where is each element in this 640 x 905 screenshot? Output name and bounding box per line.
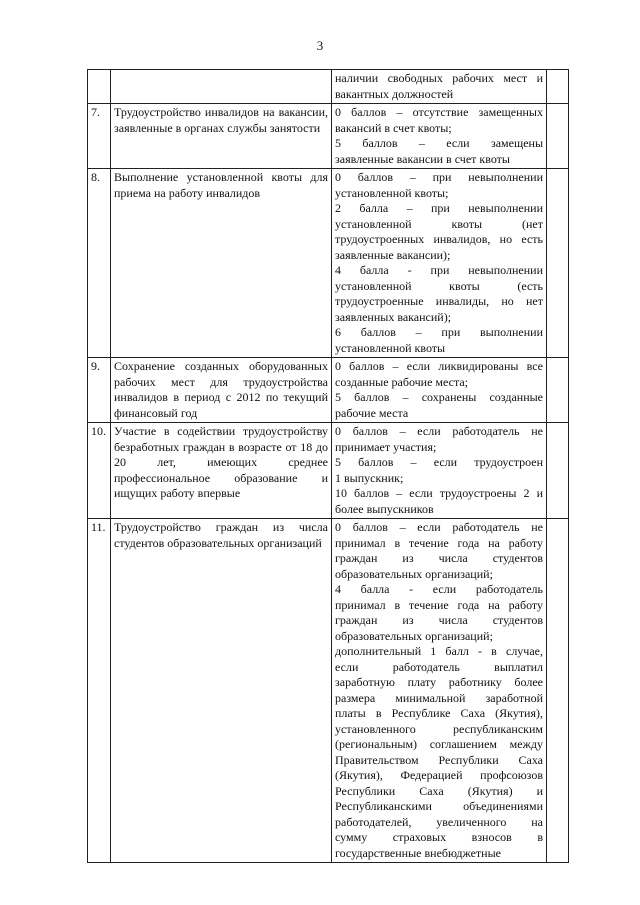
score-line: принимал в течение года на работу	[335, 535, 543, 550]
score-line: (Якутия), Федерацией профсоюзов	[335, 768, 543, 782]
score-line: 6 баллов – при выполнении	[335, 325, 543, 339]
score-cell	[332, 104, 547, 169]
score-line: трудоустроенных инвалидов, но есть	[335, 232, 543, 246]
score-line: установленной квоты (есть	[335, 278, 543, 293]
score-line: 0 баллов – если работодатель не	[335, 424, 543, 438]
score-cell	[332, 519, 547, 863]
row-number-cell: 11.	[88, 519, 111, 863]
table-row	[88, 70, 569, 104]
score-line: 0 баллов – при невыполнении	[335, 170, 543, 184]
score-line: государственные внебюджетные	[335, 845, 501, 860]
criteria-table	[87, 69, 569, 863]
row-number-cell	[88, 70, 111, 104]
score-line: заявленные вакансии);	[335, 247, 451, 262]
score-line: принимал в течение года на работу	[335, 597, 543, 612]
score-line: вакансий в счет квоты;	[335, 120, 452, 135]
score-line: платы в Республике Саха (Якутия),	[335, 706, 543, 720]
row-number-cell: 9.	[88, 358, 111, 423]
table-row	[88, 169, 569, 358]
score-line: Республики Саха (Якутия) и	[335, 783, 543, 798]
score-line: 5 баллов – если замещены	[335, 136, 543, 150]
score-line: граждан из числа студентов	[335, 551, 543, 565]
criterion-name-cell: Сохранение созданных оборудованных рабочих мест для трудоустройства инвалидов в период с 2012 по текущий финансовый год	[111, 358, 332, 423]
score-line: 10 баллов – если трудоустроены 2 и	[335, 486, 543, 500]
criterion-name-cell: Трудоустройство инвалидов на вакансии, заявленные в органах службы занятости	[111, 104, 332, 169]
empty-cell	[547, 358, 569, 423]
score-line: принимает участия;	[335, 439, 437, 454]
score-line: 4 балла - при невыполнении	[335, 263, 543, 277]
score-line: если работодатель выплатил	[335, 659, 543, 674]
score-line: трудоустроенные инвалиды, но нет	[335, 294, 543, 308]
score-line: установленной квоты;	[335, 185, 449, 200]
score-line: более выпускников	[335, 501, 434, 516]
criterion-name-cell	[111, 70, 332, 104]
score-line: работодателей, увеличенного на	[335, 814, 543, 829]
score-line: сумму страховых взносов в	[335, 830, 543, 844]
table-row	[88, 358, 569, 423]
score-line: 0 баллов – отсутствие замещенных	[335, 105, 543, 119]
score-cell	[332, 169, 547, 358]
score-line: образовательных организаций;	[335, 628, 493, 643]
empty-cell	[547, 169, 569, 358]
row-number-cell: 7.	[88, 104, 111, 169]
empty-cell	[547, 423, 569, 519]
score-line: граждан из числа студентов	[335, 613, 543, 627]
score-line: наличии свободных рабочих мест и	[335, 71, 543, 85]
row-number-cell: 8.	[88, 169, 111, 358]
score-cell	[332, 70, 547, 104]
score-line: установленного республиканским	[335, 721, 543, 736]
score-line: (региональным) соглашением между	[335, 737, 543, 751]
score-line: вакантных должностей	[335, 86, 454, 101]
page-number: 3	[316, 38, 324, 53]
score-line: образовательных организаций;	[335, 566, 493, 581]
score-line: заявленных вакансий);	[335, 309, 452, 324]
score-line: установленной квоты	[335, 340, 446, 355]
score-line: заработную плату работнику более	[335, 675, 543, 689]
empty-cell	[547, 519, 569, 863]
score-line: созданные рабочие места;	[335, 374, 469, 389]
empty-cell	[547, 70, 569, 104]
score-line: размера минимальной заработной	[335, 690, 543, 705]
score-line: 1 выпускник;	[335, 470, 404, 485]
criterion-name-cell: Трудоустройство граждан из числа студентов образовательных организаций	[111, 519, 332, 863]
score-line: установленной квоты (нет	[335, 216, 543, 231]
score-line: Республиканскими объединениями	[335, 799, 543, 813]
score-line: дополнительный 1 балл - в случае,	[335, 644, 543, 658]
empty-cell	[547, 104, 569, 169]
score-line: Правительством Республики Саха	[335, 752, 543, 767]
score-line: 5 баллов – если трудоустроен	[335, 455, 543, 469]
table-row	[88, 423, 569, 519]
score-line: заявленные вакансии в счет квоты	[335, 151, 510, 166]
criterion-name-cell: Участие в содействии трудоустройству безработных граждан в возрасте от 18 до 20 лет, имеющих среднее профессиональное образование и ищущих работу впервые	[111, 423, 332, 519]
table-row	[88, 104, 569, 169]
table-row	[88, 519, 569, 863]
score-line: рабочие места	[335, 405, 409, 420]
score-line: 0 баллов – если ликвидированы все	[335, 359, 543, 373]
score-cell	[332, 423, 547, 519]
score-line: 2 балла – при невыполнении	[335, 201, 543, 215]
score-line: 0 баллов – если работодатель не	[335, 520, 543, 534]
score-line: 5 баллов – сохранены созданные	[335, 390, 543, 404]
row-number-cell: 10.	[88, 423, 111, 519]
criterion-name-cell: Выполнение установленной квоты для приема на работу инвалидов	[111, 169, 332, 358]
score-line: 4 балла - если работодатель	[335, 582, 543, 596]
criteria-table-body	[88, 70, 569, 863]
score-cell	[332, 358, 547, 423]
